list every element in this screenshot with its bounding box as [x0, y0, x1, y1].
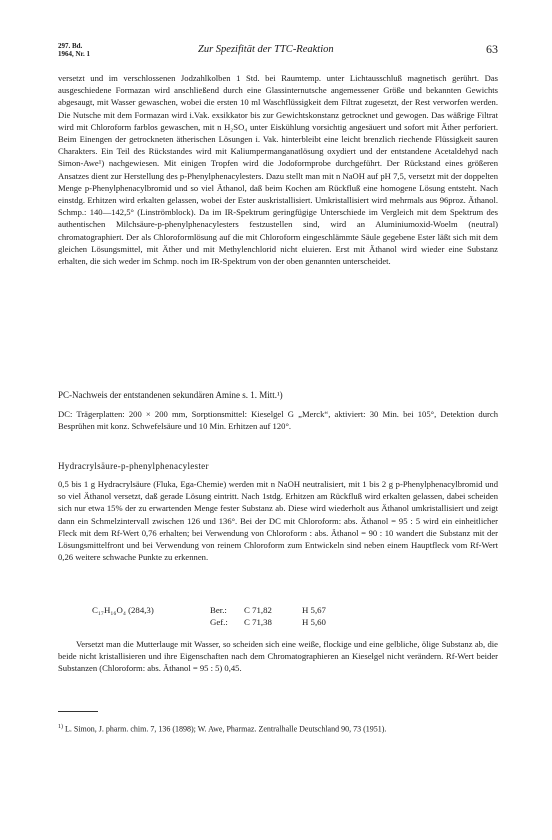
- calculated-label: Ber.:: [210, 605, 227, 615]
- experimental-paragraph-2: 0,5 bis 1 g Hydracrylsäure (Fluka, Ega-Chemie) werden mit n NaOH neutralisiert, mit 1 bis 2 g p-Phenylphenacylbromid und so viel Äthanol versetzt, daß gerade Lösung eintritt. Nach 1stdg. Erhitzen am Rückfluß wird erkalten gelassen, dabei scheiden sich nur etwa 15% der zu erwartenden Menge fester Substanz ab. Diese wird wiederholt aus Äthanol umkristallisiert und zeigt dann ein Schmelzintervall zwischen 126 und 136°. Bei der DC mit Chloroform: abs. Äthanol = 95 : 5 wird ein einheitlicher Fleck mit dem Rf-Wert 0,76 erhalten; bei Verwendung von Chloroform : abs. Äthanol = 90 : 10 wandert die Substanz mit der Lösungsmittelfront und bei Verwendung von reinem Chloroform zum Entwickeln sind neben einem Hauptfleck vom Rf-Wert 0,26 weitere schwache Punkte zu erkennen.: [58, 479, 498, 563]
- experimental-paragraph-3: Versetzt man die Mutterlauge mit Wasser, so scheiden sich eine weiße, flockige und eine gelbliche, ölige Substanz ab, die beide nicht kristallisieren und ihre Eigenschaften nach dem Chromatographieren an Kieselgel nicht verändern. Rf-Wert beider Substanzen (Chloroform: abs. Äthanol = 95 : 5) 0,45.: [58, 639, 498, 674]
- volume-info: [58, 42, 90, 58]
- footnote: [58, 722, 498, 735]
- page-number: 63: [486, 42, 498, 56]
- running-title: Zur Spezifität der TTC-Reaktion: [198, 44, 334, 55]
- volume-number: 297. Bd.: [58, 42, 83, 50]
- found-carbon: C 71,38: [244, 617, 272, 627]
- found-hydrogen: H 5,60: [302, 617, 326, 627]
- footnote-marker: 1): [58, 724, 63, 730]
- running-head: [58, 42, 498, 64]
- found-row: [210, 616, 272, 628]
- found-label: Gef.:: [210, 617, 228, 627]
- year-issue: 1964, Nr. 1: [58, 50, 91, 58]
- calculated-row: [210, 604, 272, 616]
- experimental-paragraph-1: versetzt und im verschlossenen Jodzahlkolben 1 Std. bei Raumtemp. unter Lichtausschluß magnetisch gerührt. Das ausgeschiedene Formazan wird anschließend durch eine Glassinternutsche angemessener Größe und bekannten Gewichts abgesaugt, mit Wasser gewaschen, wobei die ersten 10 ml Waschflüssigkeit dem Filtrat zugesetzt, der Rest verworfen werden. Die Nutsche mit dem Formazan wird i.Vak. exsikkator bis zur Gewichtskonstanz getrocknet und gewogen. Das wäßrige Filtrat wird mit Chloroform farblos gewaschen, mit n H₂SO₄ unter Eiskühlung vorsichtig angesäuert und sofort mit Äther perforiert. Beim Einengen der getrockneten ätherischen Lösungen i. Vak. hinterbleibt eine leicht brenzlich riechende Flüssigkeit sauren Charakters. Ein Teil des Rückstandes wird mit Kaliumpermanganatlösung oxydiert und der entstandene Acetaldehyd nach Simon-Awe¹) nachgewiesen. Mit einigen Tropfen wird die Jodoformprobe durchgeführt. Der Rückstand eines größeren Ansatzes dient zur Herstellung des p-Phenylphenacylesters. Dazu stellt man mit n NaOH auf pH 7,5, versetzt mit der doppelten Menge p-Phenylphenacylbromid und so viel Äthanol, daß beim Kochen am Rückfluß eine homogene Lösung entsteht. Nach einstdg. Erhitzen wird erkalten gelassen, wobei der Ester auskristallisiert. Umkristallisiert wird mehrmals aus 96proz. Äthanol. Schmp.: 140—142,5° (Linströmblock). Da im IR-Spektrum geringfügige Unterschiede im Vergleich mit dem Spektrum des authentischen Milchsäure-p-phenylphenacylesters festzustellen sind, wird an Aluminiumoxid-Woelm (neutral) chromatographiert. Der als Chloroformlösung auf die mit Chloroform eingeschlämmte Säule gegebene Ester läßt sich mit dem gleichen Lösungsmittel, mit Äther und mit Methylenchlorid nicht eluieren. Erst mit Äthanol wird wieder eine Substanz erhalten, die sich weder im Schmp. noch im IR-Spektrum von der oben genannten unterscheidet.: [58, 73, 498, 267]
- calculated-hydrogen: H 5,67: [302, 605, 326, 615]
- footnote-text: L. Simon, J. pharm. chim. 7, 136 (1898); W. Awe, Pharmaz. Zentralhalle Deutschland 90, 73 (1951).: [65, 724, 387, 734]
- tlc-conditions-paragraph: DC: Trägerplatten: 200 × 200 mm, Sorptionsmittel: Kieselgel G „Merck“, aktiviert: 30 Min. bei 105°, Detektion durch Besprühen mit konz. Schwefelsäure und 10 Min. Erhitzen auf 120°.: [58, 409, 498, 432]
- footnote-divider: [58, 711, 98, 712]
- molecular-formula: C₁₇H₁₆O₄ (284,3): [92, 605, 154, 615]
- section-title: Hydracrylsäure-p-phenylphenacylester: [58, 461, 209, 471]
- calculated-carbon: C 71,82: [244, 605, 272, 615]
- pc-detection-heading: PC-Nachweis der entstandenen sekundären Amine s. 1. Mitt.¹): [58, 390, 283, 400]
